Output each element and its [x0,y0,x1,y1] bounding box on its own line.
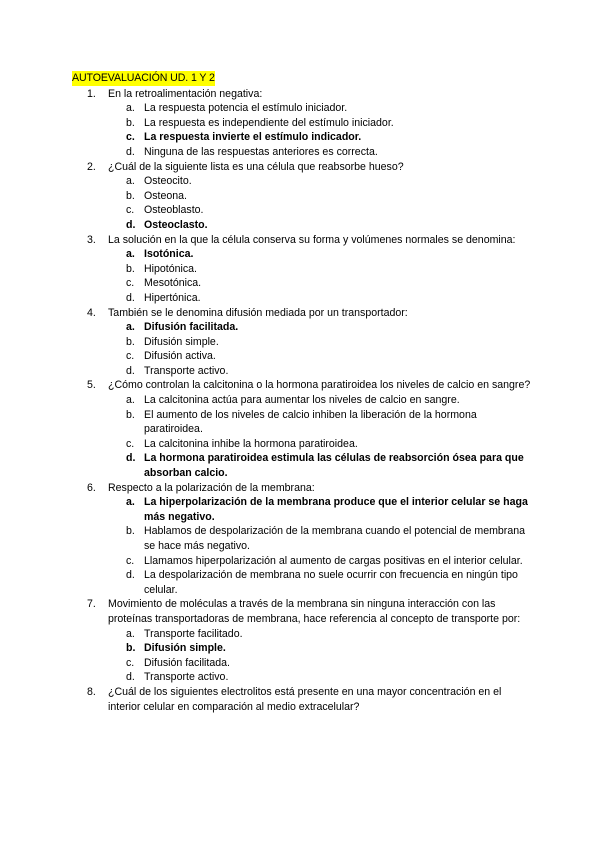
answer-option [108,101,532,116]
answer-option [108,335,532,350]
question-item [72,597,532,685]
question-text: Movimiento de moléculas a través de la membrana sin ninguna interacción con las proteínas transportadoras de membrana, hace referencia al concepto de transporte por: [108,598,521,625]
option-letter: b. [126,335,135,348]
question-item [72,160,532,233]
question-item [72,87,532,160]
option-text: Isotónica. [144,248,194,261]
option-text: Osteoclasto. [144,218,208,231]
answer-option-correct [108,218,532,233]
option-text: Transporte facilitado. [144,627,243,640]
option-letter: a. [126,627,135,640]
option-text: La hormona paratiroidea estimula las células de reabsorción ósea para que absorban calcio. [144,452,524,480]
answer-option [108,262,532,277]
answer-option-correct [108,130,532,145]
option-list [108,247,532,305]
option-letter: c. [126,437,135,450]
option-letter: b. [126,116,135,129]
option-text: La respuesta potencia el estímulo iniciador. [144,102,348,115]
option-list [108,174,532,232]
question-number: 5. [87,379,96,392]
option-letter: c. [126,277,135,290]
option-list [108,393,532,481]
question-number: 2. [87,160,96,173]
option-text: Difusión activa. [144,350,216,363]
answer-option [108,116,532,131]
answer-option [108,437,532,452]
option-letter: d. [126,291,135,304]
option-text: La respuesta es independiente del estímulo iniciador. [144,116,394,129]
answer-option [108,174,532,189]
answer-option [108,145,532,160]
option-letter: b. [126,189,135,202]
answer-option [108,568,532,597]
option-text: La calcitonina inhibe la hormona paratiroidea. [144,437,358,450]
page-title: AUTOEVALUACIÓN UD. 1 Y 2 [72,72,215,84]
question-number: 8. [87,685,96,698]
answer-option [108,291,532,306]
answer-option-correct [108,641,532,656]
option-text: Osteoblasto. [144,204,204,217]
option-text: Transporte activo. [144,671,229,684]
option-letter: a. [126,394,135,407]
answer-option [108,554,532,569]
option-text: Difusión facilitada. [144,656,230,669]
option-text: Hipotónica. [144,262,197,275]
answer-option [108,627,532,642]
option-text: Transporte activo. [144,364,229,377]
option-letter: d. [126,145,135,158]
answer-option [108,670,532,685]
answer-option-correct [108,247,532,262]
option-list [108,627,532,685]
option-letter: c. [126,204,135,217]
question-item [72,481,532,598]
option-text: La despolarización de membrana no suele ocurrir con frecuencia en ningún tipo celular. [144,569,518,596]
option-letter: d. [126,671,135,684]
option-letter: b. [126,525,135,538]
answer-option [108,276,532,291]
option-text: Difusión simple. [144,642,226,655]
question-text: En la retroalimentación negativa: [108,87,263,100]
question-text: También se le denomina difusión mediada por un transportador: [108,306,408,319]
option-letter: b. [126,408,135,421]
option-text: La hiperpolarización de la membrana produce que el interior celular se haga más negativo. [144,496,528,523]
answer-option [108,393,532,408]
option-letter: c. [126,554,135,567]
question-number: 6. [87,481,96,494]
question-item [72,306,532,379]
question-number: 3. [87,233,96,246]
question-item [72,378,532,480]
option-list [108,320,532,378]
option-letter: b. [126,262,135,275]
option-letter: c. [126,656,135,669]
option-text: Difusión facilitada. [144,321,239,334]
option-letter: d. [126,218,136,231]
option-letter: a. [126,496,135,509]
option-text: Llamamos hiperpolarización al aumento de cargas positivas en el interior celular. [144,554,523,567]
question-item [72,685,532,714]
question-number: 1. [87,87,96,100]
answer-option-correct [108,320,532,335]
option-letter: a. [126,102,135,115]
option-letter: c. [126,350,135,363]
answer-option-correct [108,495,532,524]
option-text: Difusión simple. [144,335,219,348]
answer-option [108,203,532,218]
answer-option [108,408,532,437]
option-letter: a. [126,321,135,334]
question-text: ¿Cómo controlan la calcitonina o la hormona paratiroidea los niveles de calcio en sangre? [108,379,531,392]
option-letter: d. [126,569,135,582]
option-text: El aumento de los niveles de calcio inhiben la liberación de la hormona paratiroidea. [144,408,477,436]
option-letter: a. [126,175,135,188]
option-letter: b. [126,642,136,655]
option-list [108,495,532,597]
option-text: La calcitonina actúa para aumentar los niveles de calcio en sangre. [144,394,460,407]
document-page [72,71,532,714]
option-letter: d. [126,452,136,465]
answer-option [108,524,532,553]
question-list [72,87,532,715]
option-text: Osteona. [144,189,187,202]
option-text: La respuesta invierte el estímulo indicador. [144,131,362,144]
option-letter: c. [126,131,135,144]
option-letter: a. [126,248,135,261]
answer-option-correct [108,451,532,480]
option-text: Osteocito. [144,175,192,188]
question-number: 7. [87,598,96,611]
question-text: La solución en la que la célula conserva su forma y volúmenes normales se denomina: [108,233,516,246]
question-number: 4. [87,306,96,319]
option-letter: d. [126,364,135,377]
option-text: Mesotónica. [144,277,202,290]
option-text: Ninguna de las respuestas anteriores es correcta. [144,145,378,158]
answer-option [108,349,532,364]
answer-option [108,189,532,204]
question-text: ¿Cuál de la siguiente lista es una célula que reabsorbe hueso? [108,160,404,173]
option-text: Hablamos de despolarización de la membrana cuando el potencial de membrana se hace más negativo. [144,525,526,552]
answer-option [108,364,532,379]
question-text: Respecto a la polarización de la membrana: [108,481,315,494]
option-text: Hipertónica. [144,291,201,304]
question-text: ¿Cuál de los siguientes electrolitos está presente en una mayor concentración en el interior celular en comparación al medio extracelular? [108,685,502,713]
question-item [72,233,532,306]
answer-option [108,656,532,671]
option-list [108,101,532,159]
